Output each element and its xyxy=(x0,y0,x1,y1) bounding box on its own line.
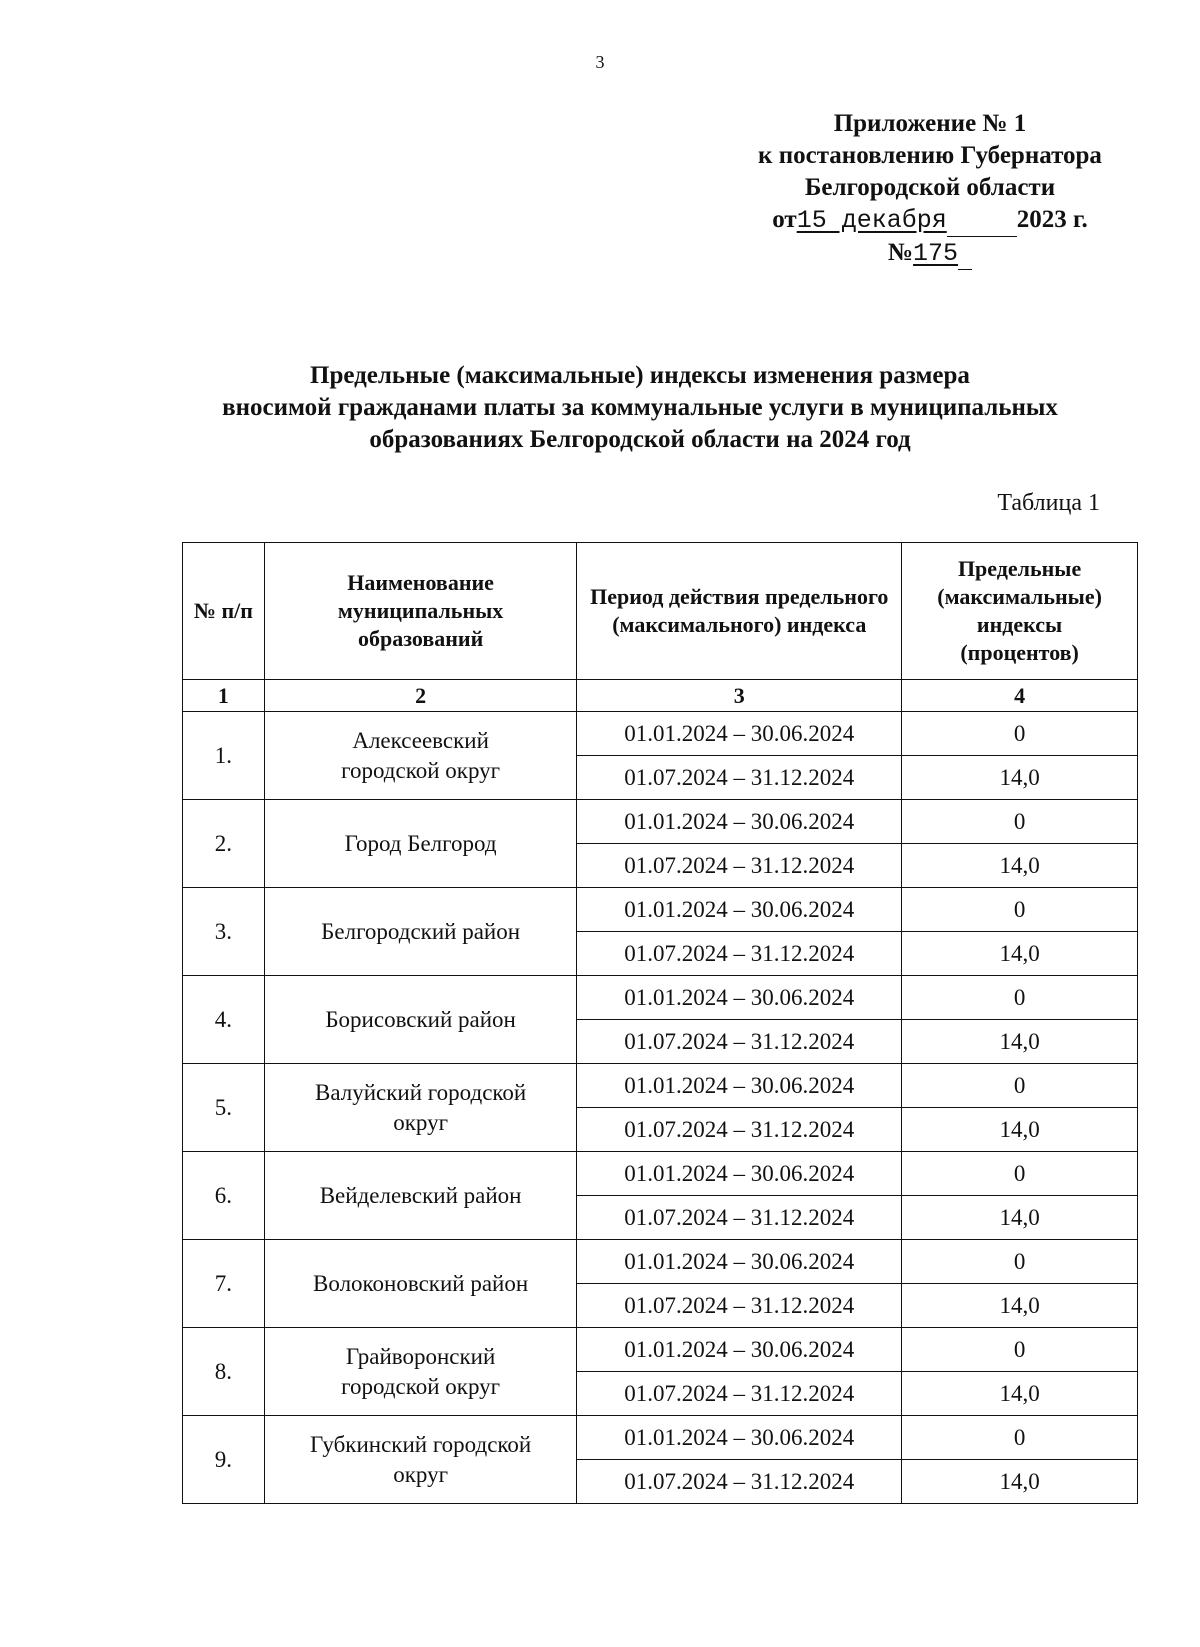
date-blank xyxy=(947,204,1017,237)
index-second-half: 14,0 xyxy=(902,756,1138,800)
row-number: 7. xyxy=(183,1240,265,1328)
index-second-half: 14,0 xyxy=(902,1372,1138,1416)
index-second-half: 14,0 xyxy=(902,844,1138,888)
column-number: 1 xyxy=(183,680,265,712)
index-first-half: 0 xyxy=(902,800,1138,844)
appendix-line-decree: к постановлению Губернатора xyxy=(758,142,1102,169)
row-number: 2. xyxy=(183,800,265,888)
municipality-name: Борисовский район xyxy=(264,976,577,1064)
period-second-half: 01.07.2024 – 31.12.2024 xyxy=(577,1284,902,1328)
table-row xyxy=(183,1240,1138,1284)
table-row xyxy=(183,1416,1138,1460)
appendix-title: Приложение № 1 xyxy=(833,110,1027,137)
appendix-line-region: Белгородской области xyxy=(804,174,1056,201)
period-second-half: 01.07.2024 – 31.12.2024 xyxy=(577,1196,902,1240)
number-blank xyxy=(958,237,972,270)
table-label: Таблица 1 xyxy=(997,490,1100,516)
period-first-half: 01.01.2024 – 30.06.2024 xyxy=(577,712,902,756)
index-second-half: 14,0 xyxy=(902,1196,1138,1240)
appendix-block xyxy=(700,108,1160,270)
date-prefix: от xyxy=(772,206,797,233)
municipality-name: Валуйский городской округ xyxy=(264,1064,577,1152)
column-number: 3 xyxy=(577,680,902,712)
index-first-half: 0 xyxy=(902,1240,1138,1284)
table-row xyxy=(183,888,1138,932)
index-first-half: 0 xyxy=(902,888,1138,932)
period-first-half: 01.01.2024 – 30.06.2024 xyxy=(577,1152,902,1196)
index-first-half: 0 xyxy=(902,1064,1138,1108)
municipality-name: Губкинский городской округ xyxy=(264,1416,577,1504)
row-number: 3. xyxy=(183,888,265,976)
municipality-name: Белгородский район xyxy=(264,888,577,976)
period-second-half: 01.07.2024 – 31.12.2024 xyxy=(577,1372,902,1416)
index-second-half: 14,0 xyxy=(902,1108,1138,1152)
table-body xyxy=(183,712,1138,1504)
index-first-half: 0 xyxy=(902,1152,1138,1196)
index-first-half: 0 xyxy=(902,1416,1138,1460)
period-first-half: 01.01.2024 – 30.06.2024 xyxy=(577,976,902,1020)
period-first-half: 01.01.2024 – 30.06.2024 xyxy=(577,1240,902,1284)
row-number: 5. xyxy=(183,1064,265,1152)
row-number: 6. xyxy=(183,1152,265,1240)
index-second-half: 14,0 xyxy=(902,1284,1138,1328)
table-row xyxy=(183,1152,1138,1196)
period-second-half: 01.07.2024 – 31.12.2024 xyxy=(577,1108,902,1152)
row-number: 8. xyxy=(183,1328,265,1416)
title-line-1: Предельные (максимальные) индексы изменения размера xyxy=(310,362,970,389)
period-second-half: 01.07.2024 – 31.12.2024 xyxy=(577,844,902,888)
index-table xyxy=(182,542,1138,1504)
period-first-half: 01.01.2024 – 30.06.2024 xyxy=(577,800,902,844)
period-second-half: 01.07.2024 – 31.12.2024 xyxy=(577,1460,902,1504)
index-second-half: 14,0 xyxy=(902,1460,1138,1504)
period-first-half: 01.01.2024 – 30.06.2024 xyxy=(577,1416,902,1460)
table-header-row xyxy=(183,543,1138,680)
table-row xyxy=(183,1064,1138,1108)
period-second-half: 01.07.2024 – 31.12.2024 xyxy=(577,932,902,976)
row-number: 1. xyxy=(183,712,265,800)
index-first-half: 0 xyxy=(902,976,1138,1020)
table-row xyxy=(183,976,1138,1020)
header-number: № п/п xyxy=(183,543,265,680)
index-second-half: 14,0 xyxy=(902,1020,1138,1064)
period-first-half: 01.01.2024 – 30.06.2024 xyxy=(577,888,902,932)
title-line-2: вносимой гражданами платы за коммунальные услуги в муниципальных xyxy=(222,394,1058,421)
table-row xyxy=(183,1328,1138,1372)
number-prefix: № xyxy=(887,239,914,266)
date-suffix: 2023 г. xyxy=(1016,206,1088,233)
index-second-half: 14,0 xyxy=(902,932,1138,976)
column-number: 4 xyxy=(902,680,1138,712)
index-first-half: 0 xyxy=(902,1328,1138,1372)
municipality-name: Алексеевский городской округ xyxy=(264,712,577,800)
table-row xyxy=(183,800,1138,844)
municipality-name: Город Белгород xyxy=(264,800,577,888)
municipality-name: Волоконовский район xyxy=(264,1240,577,1328)
municipality-name: Вейделевский район xyxy=(264,1152,577,1240)
document-title xyxy=(140,360,1140,456)
page-number: 3 xyxy=(595,52,605,72)
index-first-half: 0 xyxy=(902,712,1138,756)
period-second-half: 01.07.2024 – 31.12.2024 xyxy=(577,1020,902,1064)
title-line-3: образованиях Белгородской области на 2024 год xyxy=(369,426,911,453)
column-number: 2 xyxy=(264,680,577,712)
period-second-half: 01.07.2024 – 31.12.2024 xyxy=(577,756,902,800)
decree-date: 15 декабря xyxy=(796,206,947,235)
header-index: Предельные (максимальные) индексы (процентов) xyxy=(902,543,1138,680)
municipality-name: Грайворонский городской округ xyxy=(264,1328,577,1416)
table-row xyxy=(183,712,1138,756)
header-municipality: Наименование муниципальных образований xyxy=(264,543,577,680)
appendix-number-line xyxy=(700,237,1160,270)
column-number-row xyxy=(183,680,1138,712)
period-first-half: 01.01.2024 – 30.06.2024 xyxy=(577,1328,902,1372)
decree-number: 175 xyxy=(913,239,959,268)
row-number: 9. xyxy=(183,1416,265,1504)
row-number: 4. xyxy=(183,976,265,1064)
period-first-half: 01.01.2024 – 30.06.2024 xyxy=(577,1064,902,1108)
header-period: Период действия предельного (максимального) индекса xyxy=(577,543,902,680)
appendix-date-line xyxy=(700,204,1160,237)
